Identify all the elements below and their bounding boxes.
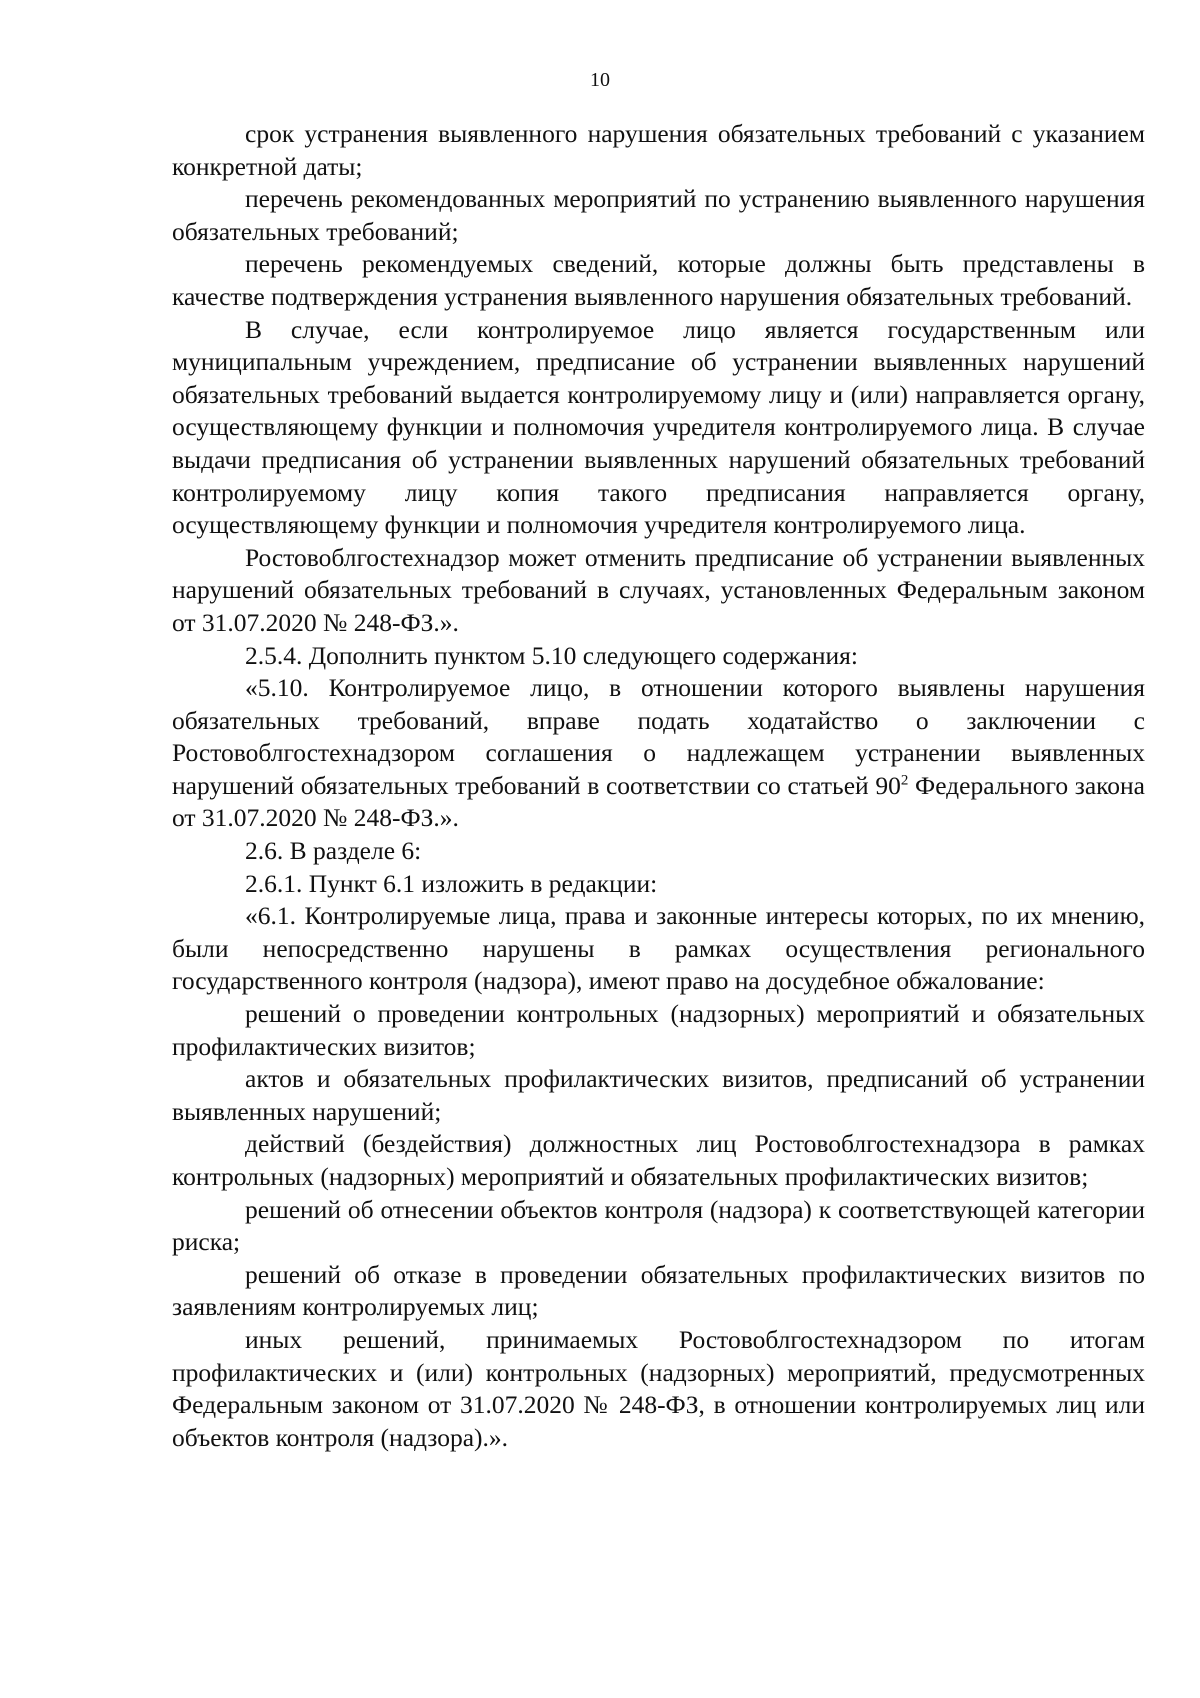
paragraph-2-6: 2.6. В разделе 6: bbox=[245, 836, 422, 866]
paragraph-state-institution: В случае, если контролируемое лицо является государственным или муниципальным учреждением, предписание об устранении выявленных нарушений обязательных требований выдается контролируемому лицу и (или) направляется органу, осуществляющему функции и полномочия учредителя контролируемого лица. В случае выдачи предписания об устранении выявленных нарушений обязательных требований контролируемому лицу копия такого предписания направляется органу, осуществляющему функции и полномочия учредителя контролируемого лица. bbox=[172, 314, 1145, 540]
list-item-acts: актов и обязательных профилактических визитов, предписаний об устранении выявленных нарушений; bbox=[172, 1064, 1145, 1126]
document-body bbox=[172, 118, 1145, 1454]
paragraph-6-1: «6.1. Контролируемые лица, права и законные интересы которых, по их мнению, были непосредственно нарушены в рамках осуществления регионального государственного контроля (надзора), имеют право на досудебное обжалование: bbox=[172, 901, 1145, 996]
page-number: 10 bbox=[590, 69, 610, 91]
article-superscript: 2 bbox=[900, 772, 909, 789]
list-item-other-decisions: иных решений, принимаемых Ростовоблгостехнадзором по итогам профилактических и (или) контрольных (надзорных) мероприятий, предусмотренных Федеральным законом от 31.07.2020 № 248-ФЗ, в отношении контролируемых лиц или объектов контроля (надзора).». bbox=[172, 1324, 1145, 1452]
list-item-risk-category: решений об отнесении объектов контроля (надзора) к соответствующей категории риска; bbox=[172, 1194, 1145, 1257]
paragraph-5-10-text: «5.10. Контролируемое лицо, в отношении которого выявлены нарушения обязательных требований, вправе подать ходатайство о заключении с Ростовоблгостехнадзором соглашения о надлежащем устранении выявленных нарушений обязательных требований в соответствии со статьей 90 bbox=[172, 673, 1145, 800]
list-item-decisions-measures: решений о проведении контрольных (надзорных) мероприятий и обязательных профилактических визитов; bbox=[172, 999, 1145, 1061]
paragraph-2-6-1: 2.6.1. Пункт 6.1 изложить в редакции: bbox=[245, 868, 658, 898]
paragraph-recommended-information: перечень рекомендуемых сведений, которые должны быть представлены в качестве подтверждения устранения выявленного нарушения обязательных требований. bbox=[172, 249, 1145, 311]
paragraph-5-10-tail: Федерального закона от 31.07.2020 № 248-ФЗ.». bbox=[172, 770, 1145, 833]
paragraph-5-10 bbox=[172, 672, 1145, 835]
paragraph-cancel-order: Ростовоблгостехнадзор может отменить предписание об устранении выявленных нарушений обязательных требований в случаях, установленных Федеральным законом от 31.07.2020 № 248-ФЗ.». bbox=[172, 542, 1145, 637]
list-item-refusal-visits: решений об отказе в проведении обязательных профилактических визитов по заявлениям контролируемых лиц; bbox=[172, 1259, 1145, 1322]
list-item-actions-officials: действий (бездействия) должностных лиц Ростовоблгостехнадзора в рамках контрольных (надзорных) мероприятий и обязательных профилактических визитов; bbox=[172, 1129, 1145, 1191]
paragraph-2-5-4: 2.5.4. Дополнить пунктом 5.10 следующего содержания: bbox=[245, 640, 858, 670]
paragraph-recommended-measures: перечень рекомендованных мероприятий по устранению выявленного нарушения обязательных требований; bbox=[172, 184, 1145, 246]
paragraph-deadline: срок устранения выявленного нарушения обязательных требований с указанием конкретной даты; bbox=[172, 119, 1145, 181]
